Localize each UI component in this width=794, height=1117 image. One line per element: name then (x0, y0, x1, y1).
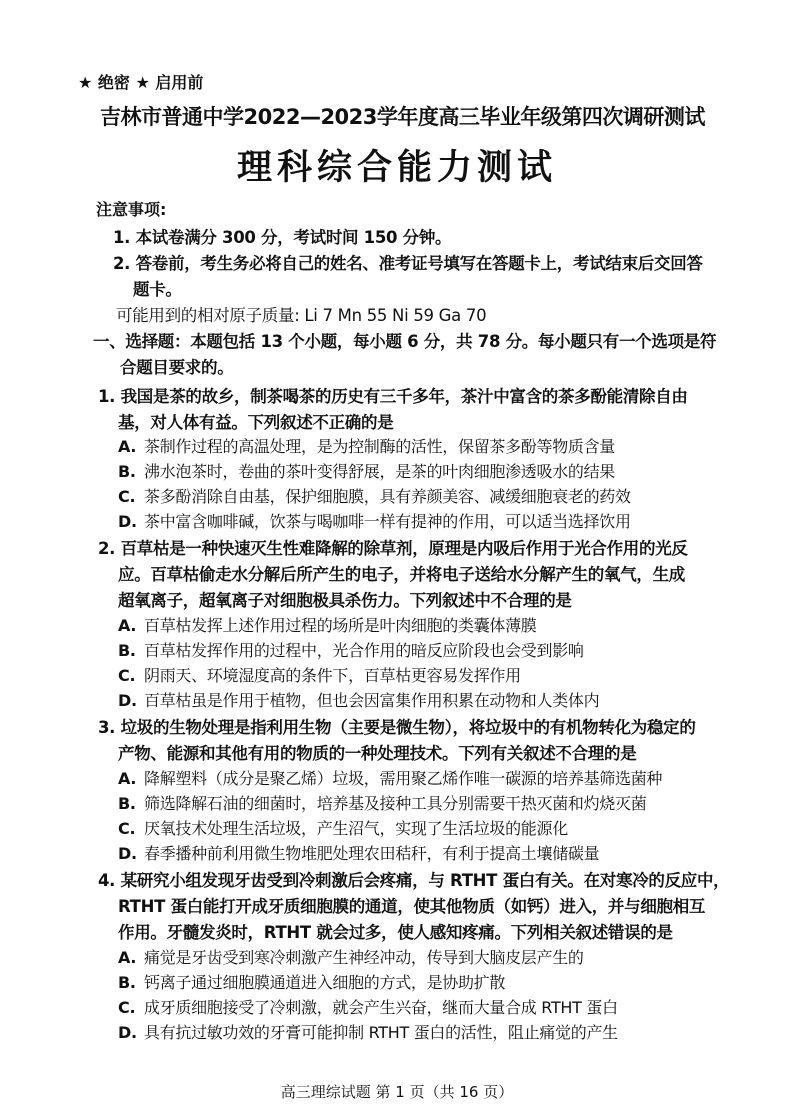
page-footer: 高三理综试题 第 1 页（共 16 页） (280, 1083, 514, 1101)
question-1-option-d: D. 茶中富含咖啡碱，饮茶与喝咖啡一样有提神的作用，可以适当选择饮用 (118, 512, 631, 531)
question-2-stem: 2. 百草枯是一种快速灭生性难降解的除草剂，原理是内吸后作用于光合作用的光反 (98, 539, 688, 558)
question-2-option-b: B. 百草枯发挥作用的过程中，光合作用的暗反应阶段也会受到影响 (118, 641, 584, 660)
page-title: 理科综合能力测试 (236, 148, 557, 188)
question-3-option-b: B. 筛选降解石油的细菌时，培养基及接种工具分别需要干热灭菌和灼烧灭菌 (118, 794, 647, 813)
question-1-option-c: C. 茶多酚消除自由基，保护细胞膜，具有养颜美容、减缓细胞衰老的药效 (118, 487, 631, 506)
atomic-masses: 可能用到的相对原子质量: Li 7 Mn 55 Ni 59 Ga 70 (116, 306, 487, 325)
question-4-stem-cont-2: 作用。牙髓发炎时，RTHT 就会过多，使人感知疼痛。下列相关叙述错误的是 (118, 923, 673, 942)
question-1-option-a: A. 茶制作过程的高温处理，是为控制酶的活性，保留茶多酚等物质含量 (118, 437, 616, 456)
question-1-stem-cont: 基，对人体有益。下列叙述不正确的是 (118, 413, 394, 432)
question-4-stem-cont: RTHT 蛋白能打开成牙质细胞膜的通道，使其他物质（如钙）进入，并与细胞相互 (118, 897, 706, 916)
question-1-option-b: B. 沸水泡茶时，卷曲的茶叶变得舒展，是茶的叶肉细胞渗透吸水的结果 (118, 462, 616, 481)
notice-item-2-cont: 题卡。 (133, 280, 182, 299)
question-2-stem-cont-2: 超氧离子，超氧离子对细胞极具杀伤力。下列叙述中不合理的是 (118, 591, 572, 610)
question-3-option-d: D. 春季播种前利用微生物堆肥处理农田秸秆，有利于提高土壤储碳量 (118, 844, 600, 863)
question-2-option-c: C. 阴雨天、环境湿度高的条件下，百草枯更容易发挥作用 (118, 666, 521, 685)
notice-item-1: 1. 本试卷满分 300 分，考试时间 150 分钟。 (113, 228, 452, 247)
question-4-option-d: D. 具有抗过敏功效的牙膏可能抑制 RTHT 蛋白的活性，阻止痛觉的产生 (118, 1023, 618, 1042)
confidential-label: ★ 绝密 ★ 启用前 (78, 73, 204, 92)
question-4-option-c: C. 成牙质细胞接受了冷刺激，就会产生兴奋，继而大量合成 RTHT 蛋白 (118, 998, 618, 1017)
question-3-option-c: C. 厌氧技术处理生活垃圾，产生沼气，实现了生活垃圾的能源化 (118, 819, 568, 838)
question-4-stem: 4. 某研究小组发现牙齿受到冷刺激后会疼痛，与 RTHT 蛋白有关。在对寒冷的反应中， (98, 871, 730, 890)
question-2-stem-cont: 应。百草枯偷走水分解后所产生的电子，并将电子送给水分解产生的氧气，生成 (118, 565, 686, 584)
question-4-option-a: A. 痛觉是牙齿受到寒冷刺激产生神经冲动，传导到大脑皮层产生的 (118, 948, 584, 967)
section-heading-cont: 合题目要求的。 (120, 358, 234, 377)
section-heading: 一、选择题：本题包括 13 个小题，每小题 6 分，共 78 分。每小题只有一个选项是符 (93, 332, 717, 351)
question-2-option-a: A. 百草枯发挥上述作用过程的场所是叶肉细胞的类囊体薄膜 (118, 616, 537, 635)
question-3-option-a: A. 降解塑料（成分是聚乙烯）垃圾，需用聚乙烯作唯一碳源的培养基筛选菌种 (118, 769, 663, 788)
exam-header: 吉林市普通中学2022—2023学年度高三毕业年级第四次调研测试 (100, 105, 705, 129)
question-3-stem-cont: 产物、能源和其他有用的物质的一种处理技术。下列有关叙述不合理的是 (118, 744, 637, 763)
notice-item-2: 2. 答卷前，考生务必将自己的姓名、准考证号填写在答题卡上，考试结束后交回答 (113, 254, 703, 273)
notice-heading: 注意事项: (96, 200, 167, 219)
question-2-option-d: D. 百草枯虽是作用于植物，但也会因富集作用积累在动物和人类体内 (118, 691, 600, 710)
question-4-option-b: B. 钙离子通过细胞膜通道进入细胞的方式，是协助扩散 (118, 973, 506, 992)
question-3-stem: 3. 垃圾的生物处理是指利用生物（主要是微生物），将垃圾中的有机物转化为稳定的 (98, 718, 696, 737)
question-1-stem: 1. 我国是茶的故乡，制茶喝茶的历史有三千多年，茶汁中富含的茶多酚能清除自由 (98, 387, 688, 406)
